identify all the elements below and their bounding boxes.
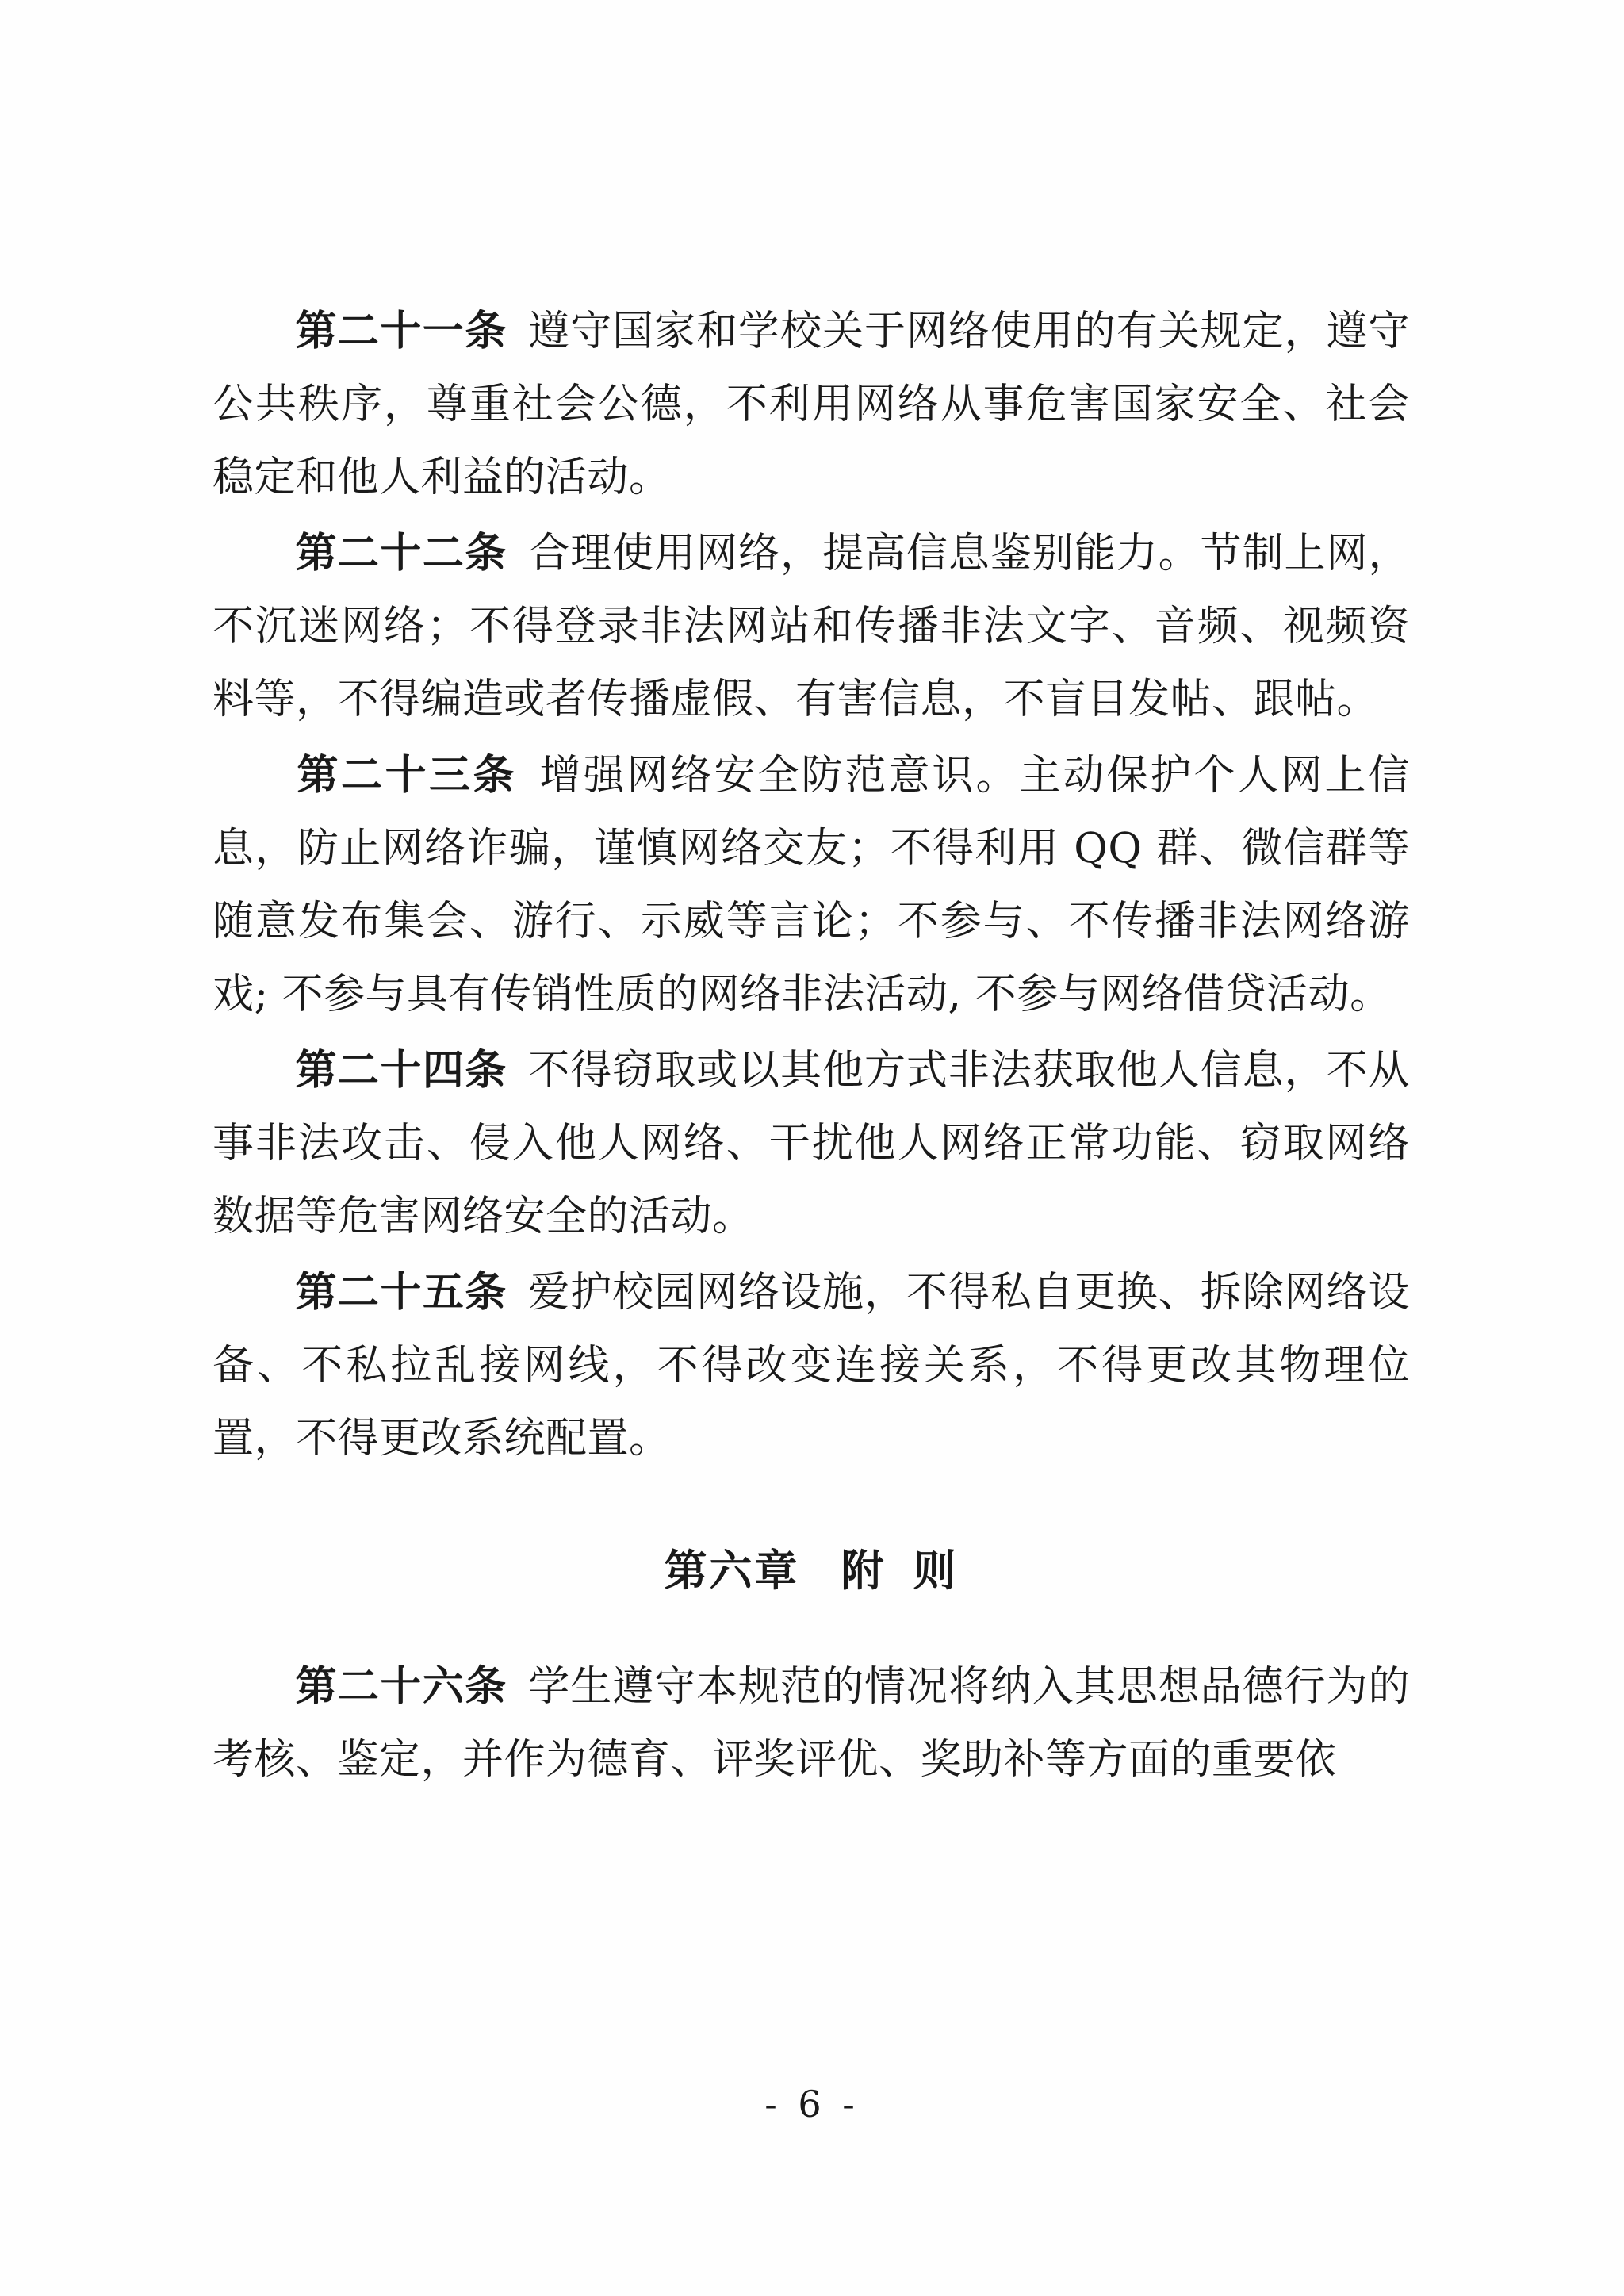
article-label: 第二十三条	[295, 751, 517, 799]
article-label: 第二十四条	[295, 1046, 508, 1094]
paragraph-article-26	[213, 1650, 1410, 1796]
chapter-number: 第六章	[664, 1545, 800, 1596]
article-label: 第二十六条	[295, 1662, 508, 1711]
article-label: 第二十一条	[295, 307, 508, 355]
article-text: 学生遵守本规范的情况将纳入其思想品德行为的考核、鉴定，并作为德育、评奖评优、奖助补等方面的重要依	[213, 1663, 1410, 1784]
chapter-heading	[213, 1537, 1410, 1598]
article-text: 不得窃取或以其他方式非法获取他人信息，不从事非法攻击、侵入他人网络、干扰他人网络正常功能、窃取网络数据等危害网络安全的活动。	[213, 1047, 1410, 1240]
article-label: 第二十五条	[295, 1268, 508, 1317]
chapter-title-second: 则	[913, 1545, 959, 1596]
article-text: 爱护校园网络设施，不得私自更换、拆除网络设备、不私拉乱接网线，不得改变连接关系，不得更改其物理位置，不得更改系统配置。	[213, 1269, 1410, 1462]
document-body	[213, 295, 1410, 1800]
paragraph-article-24	[213, 1034, 1410, 1253]
article-text: 增强网络安全防范意识。主动保护个人网上信息，防止网络诈骗，谨慎网络交友；不得利用 QQ 群、微信群等随意发布集会、游行、示威等言论；不参与、不传播非法网络游戏; 不参与具有传销性质的网络非法活动, 不参与网络借贷活动。	[213, 752, 1410, 1018]
article-label: 第二十二条	[295, 529, 508, 577]
paragraph-article-23	[213, 739, 1410, 1031]
page-number: - 6 -	[764, 2083, 860, 2125]
paragraph-article-22	[213, 517, 1410, 736]
article-text: 遵守国家和学校关于网络使用的有关规定，遵守公共秩序，尊重社会公德，不利用网络从事危害国家安全、社会稳定和他人利益的活动。	[213, 308, 1410, 501]
chapter-title-first: 附	[841, 1545, 887, 1596]
article-text: 合理使用网络，提高信息鉴别能力。节制上网，不沉迷网络；不得登录非法网站和传播非法文字、音频、视频资料等，不得编造或者传播虚假、有害信息，不盲目发帖、跟帖。	[213, 530, 1410, 723]
paragraph-article-25	[213, 1256, 1410, 1475]
paragraph-article-21	[213, 295, 1410, 514]
